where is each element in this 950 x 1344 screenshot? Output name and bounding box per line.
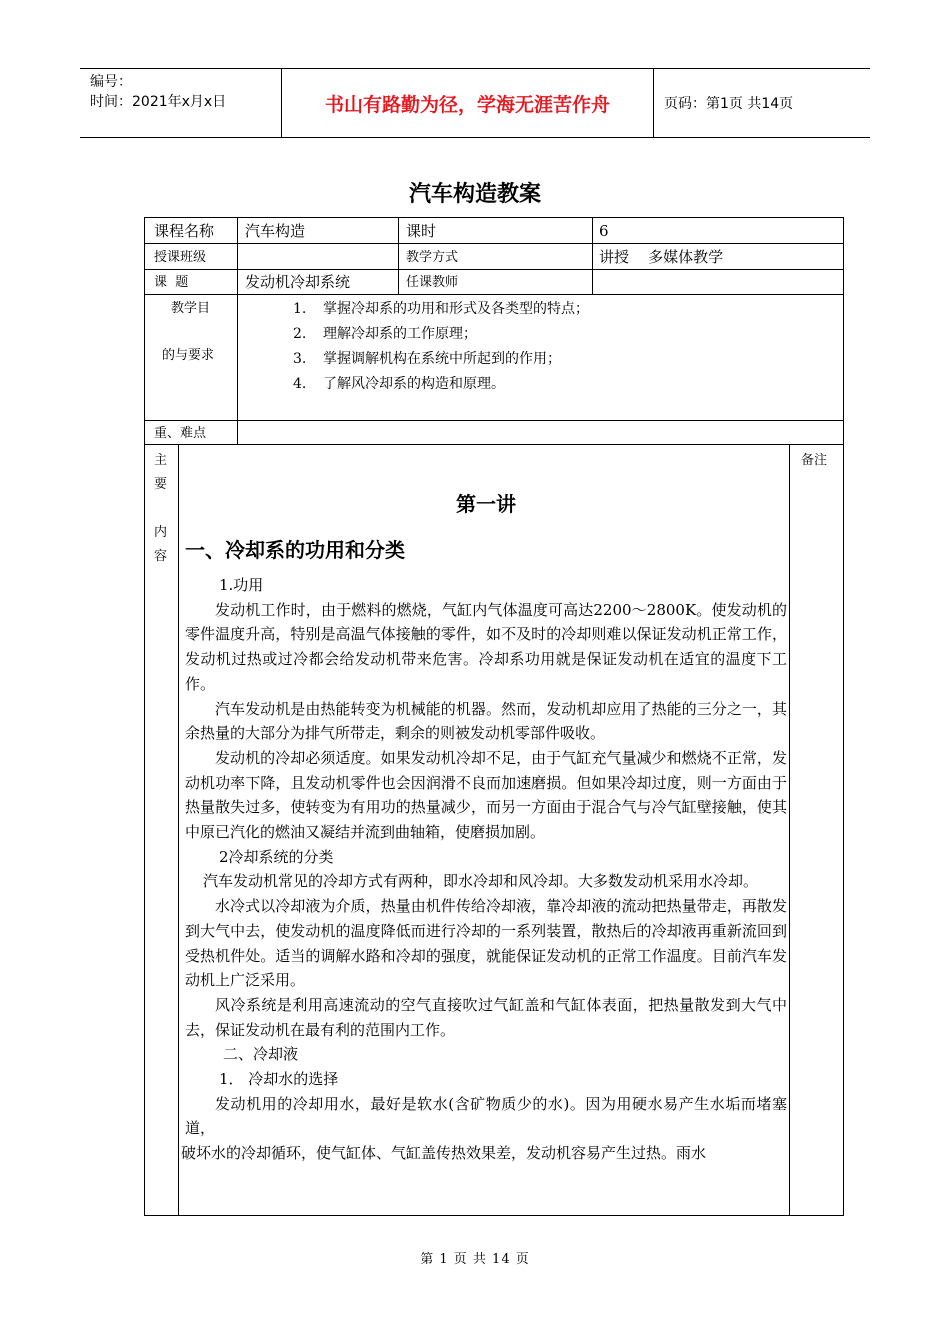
page-footer: 第 1 页 共 14 页: [420, 1252, 530, 1267]
col-divider: [592, 218, 593, 294]
hours-label: 课时: [406, 222, 437, 240]
row-divider: [145, 269, 843, 270]
paragraph: 发动机的冷却必须适度。如果发动机冷却不足，由于气缸充气量减少和燃烧不正常，发动机功率下降，且发动机零件也会因润滑不良而加速磨损。但如果冷却过度，则一方面由于热量散失过多，使转变为有用功的热量减少，而另一方面由于混合气与冷气缸壁接触，使其中原已汽化的燃油又凝结并流到曲轴箱，使磨损加剧。: [185, 748, 787, 842]
main-label-char: 容: [154, 549, 168, 564]
header-page-info: 页码：第1页 共14页: [664, 96, 794, 112]
lecture-heading: 第一讲: [456, 492, 516, 516]
paragraph: 风冷系统是利用高速流动的空气直接吹过气缸盖和气缸体表面，把热量散发到大气中去，保证发动机在最有利的范围内工作。: [185, 995, 787, 1039]
main-label-char: 主: [154, 453, 168, 468]
goals-list: [293, 297, 589, 397]
goals-label-line1: 教学目: [171, 301, 211, 316]
goal-item: 4. 了解风冷却系的构造和原理。: [293, 376, 505, 392]
remarks-label: 备注: [801, 453, 828, 468]
page-header: [80, 68, 870, 138]
header-motto: 书山有路勤为径，学海无涯苦作舟: [282, 69, 654, 137]
main-label-char: 要: [154, 477, 168, 492]
subheading: 1.功用: [219, 576, 264, 594]
paragraph: 发动机用的冷却用水，最好是软水(含矿物质少的水)。因为用硬水易产生水垢而堵塞道，: [185, 1094, 787, 1138]
paragraph: 水冷式以冷却液为介质，热量由机件传给冷却液，靠冷却液的流动把热量带走，再散发到大气中去，使发动机的温度降低而进行冷却的一系列装置，散热后的冷却液再重新流回到受热机件处。适当的调解水路和冷却的强度，就能保证发动机的正常工作温度。目前汽车发动机上广泛采用。: [185, 897, 787, 990]
header-date: 时间：2021年x月x日: [90, 94, 227, 110]
main-content: [181, 462, 787, 1166]
section-heading: 一、冷却系的功用和分类: [185, 538, 405, 562]
key-points-label: 重、难点: [154, 426, 207, 441]
header-number: 编号：: [90, 74, 132, 90]
goals-label-line2: 的与要求: [162, 348, 215, 363]
method-value: 讲授 多媒体教学: [599, 248, 724, 266]
row-divider: [145, 243, 843, 244]
col-divider: [237, 218, 238, 444]
header-meta: [80, 69, 282, 137]
row-divider: [145, 294, 843, 295]
paragraph: 汽车发动机常见的冷却方式有两种，即水冷却和风冷却。大多数发动机采用水冷却。: [203, 872, 759, 891]
method-label: 教学方式: [406, 250, 459, 265]
subheading: 1． 冷却水的选择: [219, 1070, 339, 1089]
document-title: 汽车构造教案: [408, 182, 541, 207]
subheading: 2冷却系统的分类: [219, 847, 334, 866]
goal-item: 3. 掌握调解机构在系统中所起到的作用；: [293, 351, 561, 367]
goal-item: 2. 理解冷却系的工作原理；: [293, 326, 477, 342]
col-divider: [178, 444, 179, 1215]
class-label: 授课班级: [154, 250, 207, 265]
paragraph: 破坏水的冷却循环，使气缸体、气缸盖传热效果差，发动机容易产生过热。雨水: [181, 1144, 707, 1163]
paragraph: 发动机工作时，由于燃料的燃烧，气缸内气体温度可高达2200～2800K。使发动机的零件温度升高，特别是高温气体接触的零件，如不及时的冷却则难以保证发动机正常工作，发动机过热或过冷都会给发动机带来危害。冷却系功用就是保证发动机在适宜的温度下工作。: [185, 600, 787, 693]
teacher-label: 任课教师: [406, 275, 459, 290]
col-divider: [789, 444, 790, 1215]
hours-value: 6: [599, 222, 609, 240]
row-divider: [145, 420, 843, 421]
course-name-label: 课程名称: [154, 222, 215, 240]
lesson-plan-table: [144, 217, 844, 1216]
course-name-value: 汽车构造: [245, 222, 306, 240]
main-label-char: 内: [154, 525, 168, 540]
goal-item: 1. 掌握冷却系的功用和形式及各类型的特点；: [293, 301, 589, 317]
col-divider: [398, 218, 399, 294]
topic-value: 发动机冷却系统: [245, 273, 351, 291]
paragraph: 汽车发动机是由热能转变为机械能的机器。然而，发动机却应用了热能的三分之一，其余热量的大部分为排气所带走，剩余的则被发动机零部件吸收。: [185, 699, 787, 743]
subheading: 二、冷却液: [223, 1045, 299, 1064]
row-divider: [145, 444, 843, 445]
topic-label: 课 题: [154, 275, 189, 290]
